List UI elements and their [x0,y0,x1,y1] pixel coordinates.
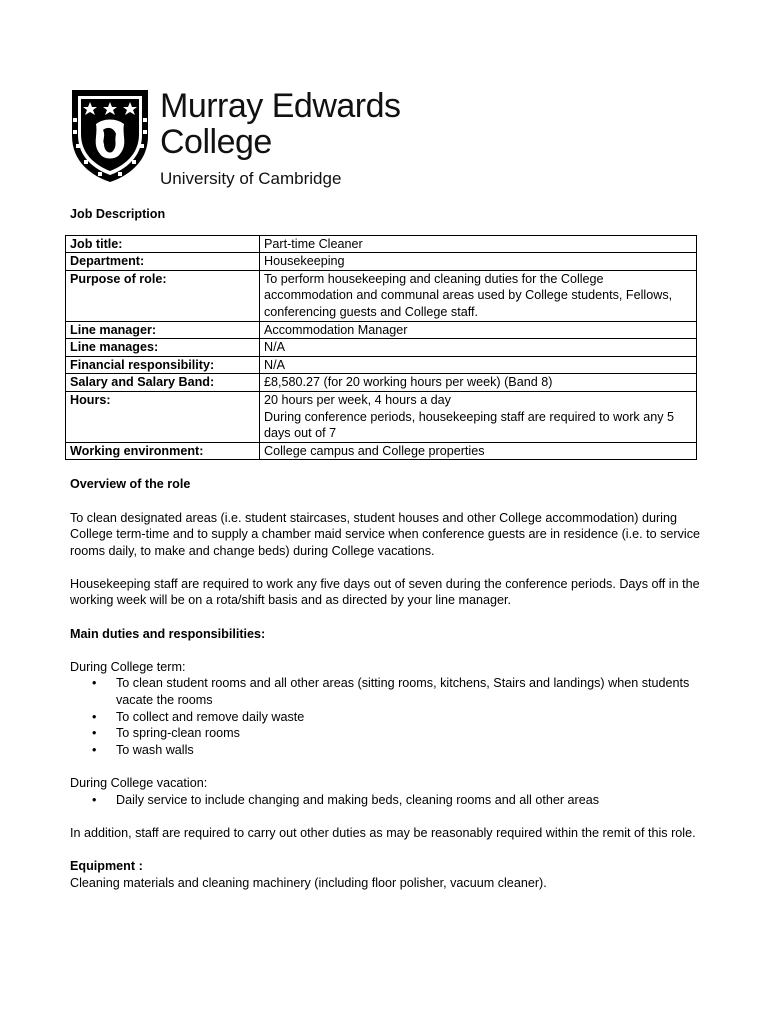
equipment-text: Cleaning materials and cleaning machinery (including floor polisher, vacuum cleaner). [70,875,547,890]
job-description-heading: Job Description [70,207,166,221]
vacation-duties-list [70,792,710,809]
logo-subtitle: University of Cambridge [160,169,342,188]
college-wordmark [160,88,401,190]
job-info-row [66,321,697,339]
equipment-heading: Equipment : [70,858,143,873]
job-info-key: Job title: [66,235,260,253]
job-info-value [260,270,697,321]
job-info-key: Working environment: [66,442,260,460]
vacation-label: During College vacation: [70,776,208,790]
overview-paragraph-1: To clean designated areas (i.e. student staircases, student houses and other College accommodation) during College term-time and to supply a chamber maid service when conference guests are in residence (i.e. to service rooms daily, to make and change beds) during College vacations. [70,510,700,558]
job-info-row [66,391,697,442]
job-info-row [66,253,697,271]
job-info-row [66,374,697,392]
job-info-value-line: £8,580.27 (for 20 working hours per week) (Band 8) [264,375,553,390]
job-info-value-line: Housekeeping [264,254,345,269]
job-info-row [66,235,697,253]
job-info-value-line: College campus and College properties [264,443,485,458]
job-info-value [260,339,697,357]
logo-line-2: College [160,123,272,161]
term-label: During College term: [70,659,186,674]
job-info-row [66,339,697,357]
job-info-value-line: During conference periods, housekeeping staff are required to work any 5 days out of 7 [264,409,675,441]
duty-list-item: • To clean student rooms and all other areas (sitting rooms, kitchens, Stairs and landings) when students vacate the rooms [116,675,710,708]
job-info-value-line: N/A [264,340,285,355]
duties-heading: Main duties and responsibilities: [70,626,266,641]
document-body [70,206,710,891]
job-info-value [260,391,697,442]
job-info-key: Salary and Salary Band: [66,374,260,392]
job-info-row [66,356,697,374]
job-info-key: Department: [66,253,260,271]
job-info-row [66,270,697,321]
job-info-key: Purpose of role: [66,270,260,321]
job-info-value-line: To perform housekeeping and cleaning duties for the College accommodation and communal areas used by College students, Fellows, conferencing guests and College staff. [264,271,673,319]
job-info-value-line: N/A [264,357,285,372]
job-info-key: Line manages: [66,339,260,357]
term-duties-list [70,675,710,758]
job-info-value [260,235,697,253]
job-info-key: Hours: [66,391,260,442]
job-info-value [260,321,697,339]
duty-list-item: • To wash walls [116,742,710,759]
overview-heading: Overview of the role [70,477,191,492]
additional-duties-paragraph: In addition, staff are required to carry out other duties as may be reasonably required within the remit of this role. [70,825,696,840]
job-info-row [66,442,697,460]
job-info-value-line: Accommodation Manager [264,322,408,337]
job-info-key: Line manager: [66,321,260,339]
duty-list-item: • To collect and remove daily waste [116,709,710,726]
job-info-value-line: Part-time Cleaner [264,236,363,251]
job-info-value [260,253,697,271]
job-info-value-line: 20 hours per week, 4 hours a day [264,392,451,407]
college-crest-icon [70,88,150,184]
job-info-value [260,356,697,374]
job-info-value [260,442,697,460]
job-info-value [260,374,697,392]
duty-list-item: • To spring-clean rooms [116,725,710,742]
duty-list-item: • Daily service to include changing and making beds, cleaning rooms and all other areas [116,792,710,809]
job-info-table [65,235,697,461]
college-logo [70,88,430,188]
logo-line-1: Murray Edwards [160,87,401,125]
overview-paragraph-2: Housekeeping staff are required to work any five days out of seven during the conference periods. Days off in the working week will be on a rota/shift basis and as directed by your line manager. [70,576,700,608]
job-info-key: Financial responsibility: [66,356,260,374]
